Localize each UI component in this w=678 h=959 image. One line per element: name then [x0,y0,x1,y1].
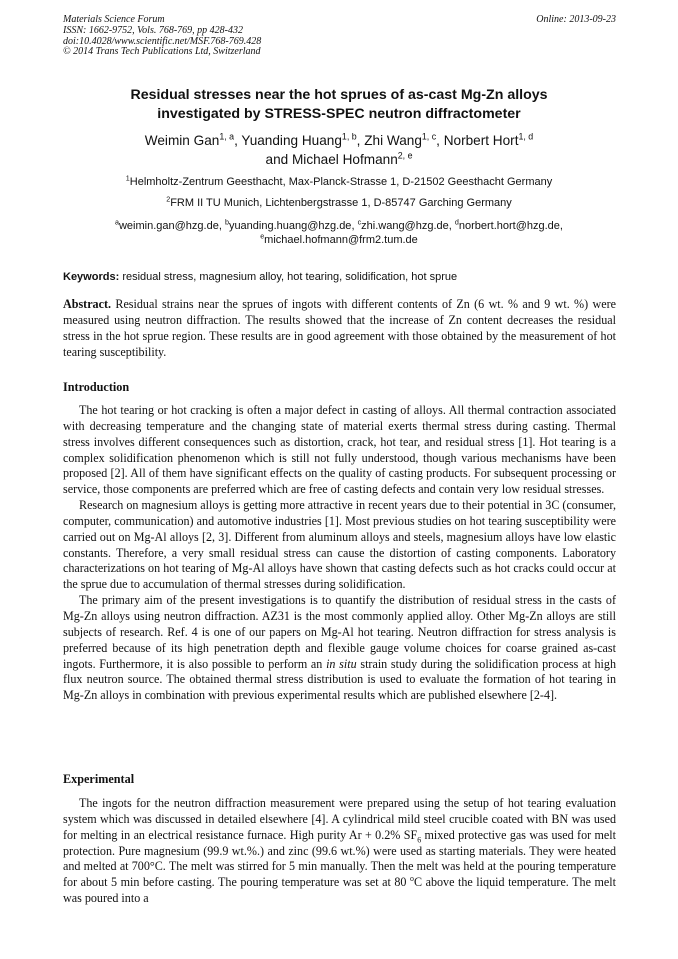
email-link[interactable]: yuanding.huang@hzg.de [228,220,352,232]
keywords-label: Keywords: [63,271,120,283]
author-affiliation-mark: 1, b [341,131,357,142]
doi-line: doi:10.4028/www.scientific.net/MSF.768-769.428 [63,35,262,47]
author-name: Norbert Hort [443,133,519,148]
author-affiliation-mark: 1, a [219,131,235,142]
keywords-text: residual stress, magnesium alloy, hot tearing, solidification, hot sprue [122,271,458,283]
copyright-line: © 2014 Trans Tech Publications Ltd, Switzerland [63,46,261,58]
experimental-body [63,796,616,907]
email-link[interactable]: norbert.hort@hzg.de [458,220,560,232]
author-name: Yuanding Huang [241,133,342,148]
journal-header [63,15,261,58]
paragraph: The ingots for the neutron diffraction measurement were prepared using the setup of hot tearing evaluation system which was discussed in detailed elsewhere [4]. A cylindrical mild steel crucible coated with BN was used for melting in an electrical resistance furnace. High purity Ar + 0.2% $SF_6$ mixed protective gas was used for melt protection. Pure magnesium (99.9 wt.%.) and zinc (99.6 wt.%) were used as starting materials. They were heated and melted at 700°C. The melt was stirred for 5 min manually. Then the melt was held at the pouring temperature for about 5 min before casting. The pouring temperature was set at 80 $^o$C above the liquid temperature. The melt was poured into a [63,796,617,906]
title-line-2: investigated by STRESS-SPEC neutron diffractometer [157,106,521,122]
authors-line-2 [40,150,638,169]
paragraph: Research on magnesium alloys is getting more attractive in recent years due to their potential in 3C (consumer, computer, communication) and automotive industries [1]. Most previous studies on hot tearing susceptibility were carried out on Mg-Al alloys [2, 3]. Different from aluminum alloys and steels, magnesium alloys have low elastic constants. Therefore, a very small residual stress can cause the distortion of casting components. Laboratory characterizations on hot tearing of Mg-Al alloys have shown that casting defects such as hot cracks could occur at the sprue due to accumulation of thermal stresses during solidification. [63,498,616,592]
author-affiliation-mark: 2, e [397,150,413,161]
author-list [40,131,638,169]
experimental-heading: Experimental [63,772,135,786]
paper-title [40,86,638,124]
author-name: Zhi Wang [364,133,422,148]
paragraph: The primary aim of the present investigations is to quantify the distribution of residual stress in the casts of Mg-Zn alloys using neutron diffraction. AZ31 is the most commonly applied alloy. Other Mg-Zn alloys are still subjects of research. Ref. 4 is one of our papers on Mg-Al hot tearing. Neutron diffraction for stress analysis is preferred because of its high penetration depth and flexible gauge volume choices for coarse grained as-cast ingots. Furthermore, it is also possible to perform an in situ strain study during the solidification process at high flux neutron source. The obtained thermal stress distribution is used to evaluate the formation of hot tearing in Mg-Zn alloys in combination with previous experimental results which are published elsewhere [2-4]. [63,593,617,703]
author-affiliation-mark: 1, d [518,131,534,142]
abstract-text: Residual strains near the sprues of ingots with different contents of Zn (6 wt. % and 9 wt. %) were measured using neutron diffraction. The results showed that the increase of Zn content decreases the residual stress in the hot sprue region. These results are in good agreement with those obtained by the measurement of hot tearing susceptibility. [63,297,616,359]
abstract [63,297,616,360]
author-name: and Michael Hofmann [265,152,398,167]
keywords [63,270,616,284]
abstract-label: Abstract. [63,297,112,311]
email-link[interactable]: michael.hofmann@frm2.tum.de [264,234,418,246]
author-affiliation-mark: 1, c [421,131,437,142]
affiliation-1: $^1$Helmholtz-Zentrum Geesthacht, Max-Planck-Strasse 1, D-21502 Geesthacht Germany [125,174,553,188]
email-link[interactable]: zhi.wang@hzg.de [361,220,449,232]
issn-line: ISSN: 1662-9752, Vols. 768-769, pp 428-432 [63,24,243,36]
introduction-body [63,403,616,704]
email-link[interactable]: weimin.gan@hzg.de [118,220,219,232]
authors-line-1: Weimin Gan$^{1, a}$, Yuanding Huang$^{1, b}$, Zhi Wang$^{1, c}$, Norbert Hort$^{1, d}$ [144,131,534,148]
author-emails: $^a$weimin.gan@hzg.de, $^b$yuanding.huang@hzg.de, $^c$zhi.wang@hzg.de, $^d$norbert.hort@hzg.de, $^e$michael.hofmann@frm2.tum.de [115,218,563,246]
online-date: Online: 2013-09-23 [536,14,616,25]
journal-name: Materials Science Forum [63,14,165,25]
affiliation-2: $^2$FRM II TU Munich, Lichtenbergstrasse 1, D-85747 Garching Germany [166,195,512,209]
author-name: Weimin Gan [144,133,220,148]
introduction-heading: Introduction [63,380,130,394]
title-line-1: Residual stresses near the hot sprues of as-cast Mg-Zn alloys [130,87,548,103]
paragraph: The hot tearing or hot cracking is often a major defect in casting of alloys. All thermal contraction associated with decreasing temperature and the changing state of material exerts thermal stress during casting. Thermal stress involves different consequences such as distortion, crack, hot tear, and residual stress [1]. Hot tearing is a complex solidification phenomenon which is still not fully understood, though various mechanisms have been proposed [2]. All of them have significant effects on the quality of casting products. For subsequent processing or service, those components are preferred which are free of casting defects and contain very low residual stresses. [63,403,616,497]
